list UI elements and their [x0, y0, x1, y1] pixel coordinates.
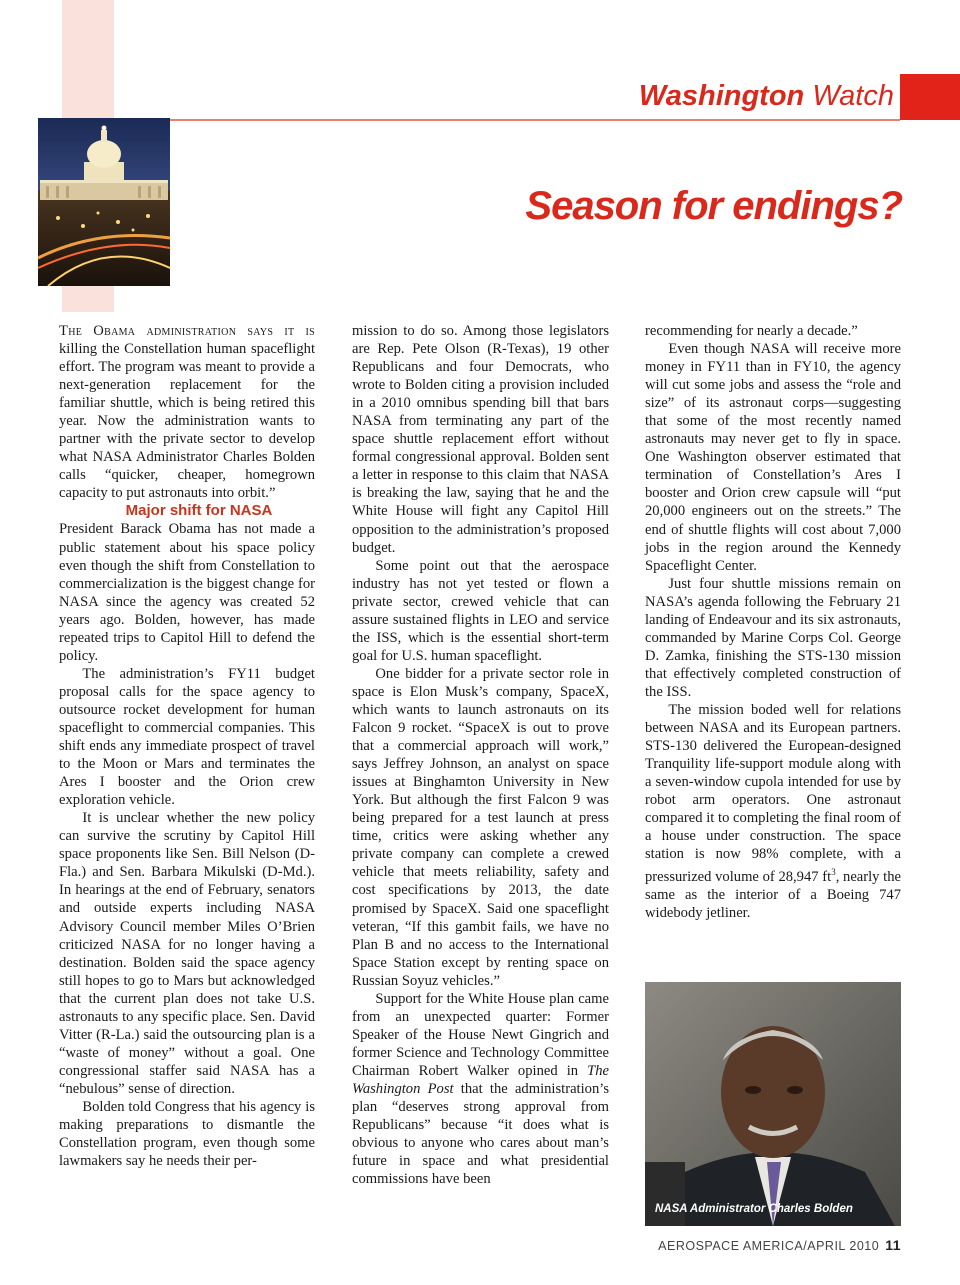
paragraph: Support for the White House plan came from an unexpected quarter: Former Speaker of the House Newt Gingrich and former Science and Technology Committee Chairman Robert Walker opined in The Washington Post that the administration’s plan “deserves strong approval from Republicans” because “it does what is obvious to anyone who cares about man’s future in space and what presidential commissions have been [352, 990, 609, 1188]
section-red-block [900, 74, 960, 120]
paragraph: recommending for nearly a decade.” [645, 323, 858, 339]
paragraph: The administration’s FY11 budget proposal calls for the space agency to outsource rocket development for human spaceflight to commercial companies. This shift ends any immediate prospect of travel to the Moon or Mars and terminates the Ares I booster and the Orion crew exploration vehicle. [59, 665, 315, 809]
paragraph: The Obama administration says it is killing the Constellation human spaceflight effort. The program was meant to provide a next-generation replacement for the familiar shuttle, which is being retired this year. Now the administration wants to partner with the private sector to develop what NASA Administrator Charles Bolden calls “quicker, cheaper, homegrown capacity to put astronauts into orbit.” [59, 323, 315, 502]
bolden-photo [645, 982, 901, 1226]
paragraph: One bidder for a private sector role in space is Elon Musk’s company, SpaceX, which wants to launch astronauts on its Falcon 9 rocket. “SpaceX is out to prove that a commercial approach will work,” says Jeffrey Johnson, an analyst on space issues at Binghamton University in New York. But although the first Falcon 9 was being prepared for a test launch at press time, critics were asking whether any private company can complete a crewed vehicle that meets reliability, safety and cost specifications by 2013, the date promised by SpaceX. Said one spaceflight veteran, “If this gambit fails, we have no Plan B and no access to the International Space Station except by renting space on Russian Soyuz vehicles.” [352, 665, 609, 989]
paragraph: Some point out that the aerospace industry has not yet tested or flown a private sector, crewed vehicle that can assure sustained flights in LEO and service the ISS, which is the essential short-term goal for U.S. human spaceflight. [352, 557, 609, 664]
paragraph: Bolden told Congress that his agency is making preparations to dismantle the Constellation program, even though some lawmakers say he needs their per- [59, 1098, 315, 1170]
paragraph: The mission boded well for relations between NASA and its European partners. STS-130 delivered the European-designed Tranquility life-support module along with a seven-window cupola intended for use by robot arm operators. One astronaut compared it to completing the final room of a house under construction. The space station is now 98% complete, with a pressurized volume of 28,947 $ft^3$, nearly the same as the interior of a Boeing 747 widebody jetliner. [645, 701, 901, 922]
article-column-3 [645, 322, 901, 922]
subhead: Major shift for NASA [125, 502, 273, 520]
photo-caption: NASA Administrator Charles Bolden [655, 1203, 853, 1215]
section-rule [114, 119, 900, 121]
paragraph: Just four shuttle missions remain on NASA’s agenda following the February 21 landing of Endeavour and its six astronauts, commanded by Marine Corps Col. George D. Zamka, finishing the STS-130 mission that effectively completed construction of the ISS. [645, 575, 901, 700]
article-column-1 [59, 322, 315, 1170]
headline: Season for endings? [525, 184, 902, 228]
capitol-photo [38, 118, 170, 286]
page-footer: AEROSPACE AMERICA/APRIL 2010 11 [658, 1237, 901, 1253]
page-number: 11 [885, 1237, 901, 1253]
paragraph: President Barack Obama has not made a public statement about his space policy even though the shift from Constellation to commercialization is the biggest change for NASA since the agency was created 52 years ago. Bolden, however, has made repeated trips to Capitol Hill to defend the policy. [59, 521, 315, 664]
section-title: Washington Watch [638, 80, 894, 112]
article-column-2 [352, 322, 609, 1188]
paragraph: Even though NASA will receive more money in FY11 than in FY10, the agency will cut some jobs and assess the “role and size” of its astronaut corps—suggesting that some of the most recently named astronauts may never get to fly in space. One Washington observer estimated that termination of Constellation’s Ares I booster and Orion crew capsule will “put 20,000 engineers out on the streets.” The end of shuttle flights will cost about 7,000 jobs in the region around the Kennedy Spaceflight Center. [645, 341, 901, 574]
paragraph: mission to do so. Among those legislators are Rep. Pete Olson (R-Texas), 19 other Republicans and four Democrats, who wrote to Bolden citing a provision included in a 2010 omnibus spending bill that bars NASA from terminating any part of the space shuttle replacement effort without formal congressional approval. Bolden sent a letter in response to this claim that NASA is breaking the law, saying that he and the White House will fight any Capitol Hill opposition to the administration’s proposed budget. [352, 323, 609, 556]
paragraph: It is unclear whether the new policy can survive the scrutiny by Capitol Hill space proponents like Sen. Bill Nelson (D-Fla.) and Sen. Barbara Mikulski (D-Md.). In hearings at the end of February, senators and outside experts including NASA Advisory Council member Miles O’Brien criticized NASA for no longer having a destination. Bolden said the space agency still hopes to go to Mars but acknowledged that the current plan does not take U.S. astronauts to any specific place. Sen. David Vitter (R-La.) said the outsourcing plan is a “waste of money” without a goal. One congressional staffer said NASA has a “nebulous” sense of direction. [59, 810, 315, 1097]
